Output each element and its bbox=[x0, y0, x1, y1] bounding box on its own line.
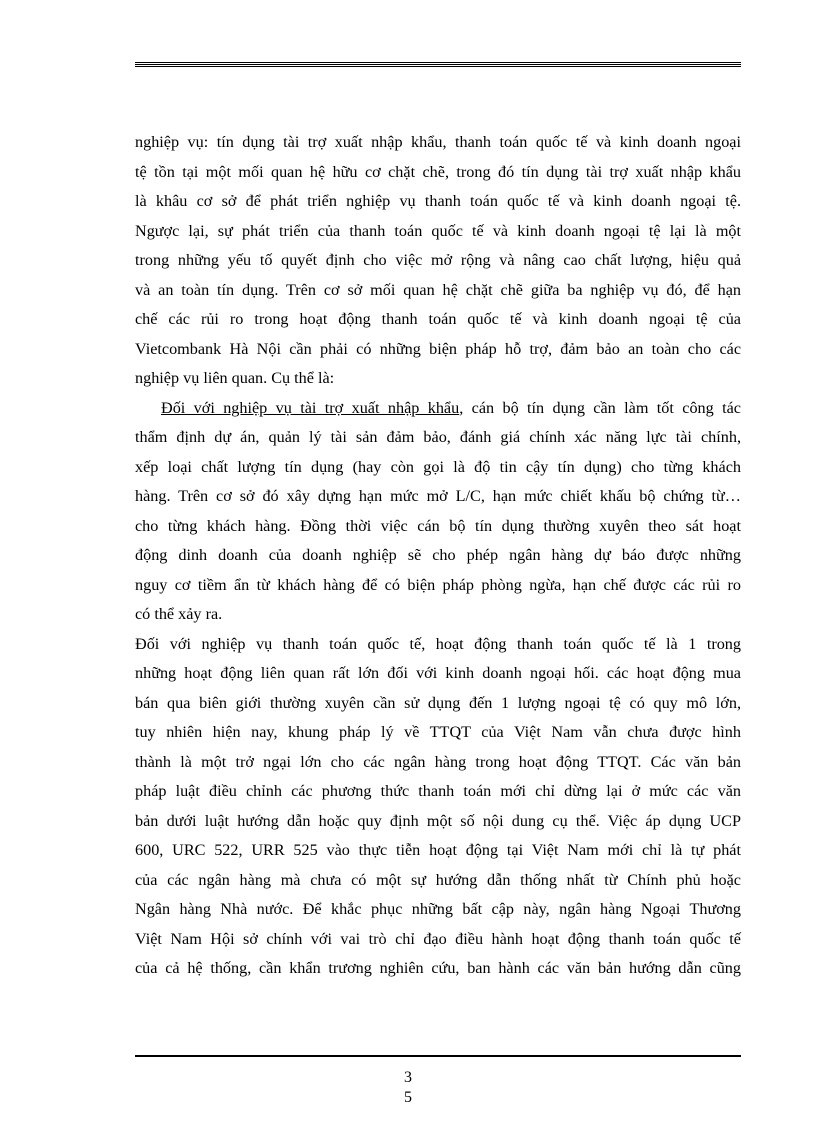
body-line: pháp luật điều chỉnh các phương thức thanh toán mới chỉ dừng lại ở mức các văn bbox=[135, 782, 741, 800]
body-line: hàng. Trên cơ sở đó xây dựng hạn mức mở L/C, hạn mức chiết khấu bộ chứng từ… bbox=[135, 487, 741, 505]
page-number-line-1: 3 bbox=[404, 1069, 412, 1086]
body-line: là khâu cơ sở để phát triển nghiệp vụ thanh toán quốc tế và kinh doanh ngoại tệ. bbox=[135, 192, 741, 210]
body-line: 600, URC 522, URR 525 vào thực tiễn hoạt động tại Việt Nam mới chỉ là tự phát bbox=[135, 841, 741, 859]
body-line: bản dưới luật hướng dẫn hoặc quy định một số nội dung cụ thể. Việc áp dụng UCP bbox=[135, 811, 741, 830]
body-line: Đối với nghiệp vụ thanh toán quốc tế, hoạt động thanh toán quốc tế là 1 trong bbox=[135, 634, 741, 653]
body-text: , cán bộ tín dụng cần làm tốt công tác bbox=[459, 398, 741, 417]
body-line: những hoạt động liên quan rất lớn đối với kinh doanh ngoại hối. các hoạt động mua bbox=[135, 664, 741, 682]
body-line: Ngược lại, sự phát triển của thanh toán quốc tế và kinh doanh ngoại tệ lại là một bbox=[135, 221, 741, 240]
body-line: bán qua biên giới thường xuyên cần sử dụng đến 1 lượng ngoại tệ có quy mô lớn, bbox=[135, 693, 741, 712]
document-body bbox=[135, 128, 741, 984]
body-line: xếp loại chất lượng tín dụng (hay còn gọi là độ tin cậy tín dụng) cho từng khách bbox=[135, 457, 741, 476]
body-line: của cả hệ thống, cần khẩn trương nghiên cứu, ban hành các văn bản hướng dẫn cũng bbox=[135, 959, 741, 977]
body-line: nghiệp vụ: tín dụng tài trợ xuất nhập khẩu, thanh toán quốc tế và kinh doanh ngoại bbox=[135, 133, 741, 151]
body-line: thẩm định dự án, quản lý tài sản đảm bảo, đánh giá chính xác năng lực tài chính, bbox=[135, 428, 741, 446]
underlined-heading: Đối với nghiệp vụ tài trợ xuất nhập khẩu bbox=[161, 398, 460, 417]
body-line: Việt Nam Hội sở chính với vai trò chỉ đạo điều hành hoạt động thanh toán quốc tế bbox=[135, 929, 741, 948]
header-double-rule bbox=[135, 62, 741, 68]
body-line: chế các rủi ro trong hoạt động thanh toán quốc tế và kinh doanh ngoại tệ của bbox=[135, 310, 741, 328]
body-line: Ngân hàng Nhà nước. Để khắc phục những bất cập này, ngân hàng Ngoại Thương bbox=[135, 900, 741, 918]
body-line: tệ tồn tại một mối quan hệ hữu cơ chặt chẽ, trong đó tín dụng tài trợ xuất nhập khẩu bbox=[135, 162, 741, 181]
footer-rule bbox=[135, 1055, 741, 1057]
body-line: có thể xảy ra. bbox=[135, 605, 223, 623]
body-line: thành là một trở ngại lớn cho các ngân hàng trong hoạt động TTQT. Các văn bản bbox=[135, 752, 741, 771]
body-line: động dinh doanh của doanh nghiệp sẽ cho phép ngân hàng dự báo được những bbox=[135, 546, 741, 564]
body-line: tuy nhiên hiện nay, khung pháp lý về TTQT của Việt Nam vẫn chưa được hình bbox=[135, 723, 741, 741]
page-number-line-2: 5 bbox=[404, 1089, 412, 1106]
body-line: nghiệp vụ liên quan. Cụ thể là: bbox=[135, 369, 335, 387]
paragraph-first-line bbox=[135, 394, 741, 424]
body-line: Vietcombank Hà Nội cần phải có những biện pháp hỗ trợ, đảm bảo an toàn cho các bbox=[135, 339, 741, 358]
body-line: trong những yếu tố quyết định cho việc mở rộng và nâng cao chất lượng, hiệu quả bbox=[135, 251, 741, 269]
body-line: và an toàn tín dụng. Trên cơ sở mối quan hệ chặt chẽ giữa ba nghiệp vụ đó, để hạn bbox=[135, 280, 741, 299]
body-line: nguy cơ tiềm ẩn từ khách hàng để có biện pháp phòng ngừa, hạn chế được các rủi ro bbox=[135, 575, 741, 594]
body-line: cho từng khách hàng. Đồng thời việc cán bộ tín dụng thường xuyên theo sát hoạt bbox=[135, 516, 741, 535]
body-line: của các ngân hàng mà chưa có một sự hướng dẫn thống nhất từ Chính phủ hoặc bbox=[135, 870, 741, 889]
